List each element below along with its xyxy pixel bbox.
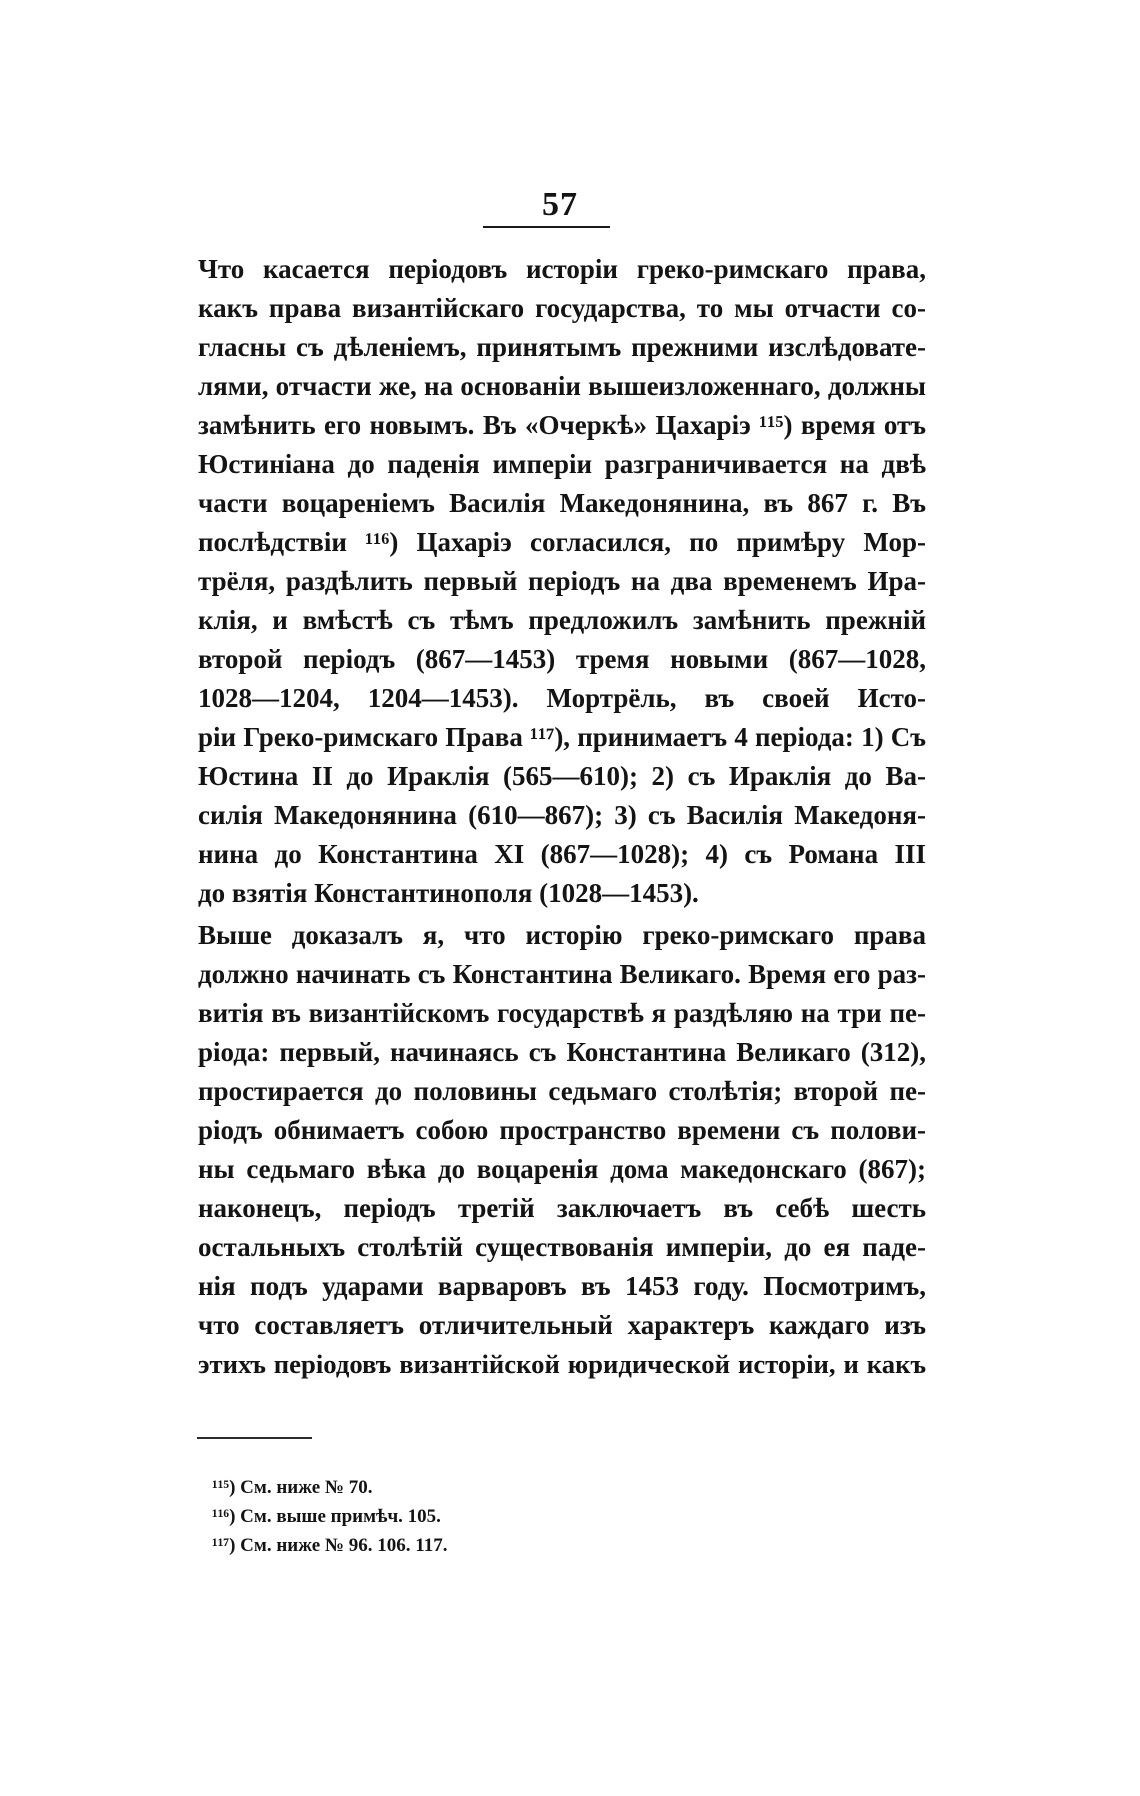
body-text [198, 250, 926, 1384]
text-line: витія въ византійскомъ государствѣ я раздѣляю на три пе- [198, 998, 926, 1028]
text-line: трёля, раздѣлить первый періодъ на два временемъ Ира- [198, 566, 926, 596]
text-line: что составляетъ отличительный характеръ каждаго изъ [198, 1310, 926, 1340]
text-line: послѣдствіи ¹¹⁶) Цахаріэ согласился, по примѣру Мор- [198, 527, 926, 557]
footnote: ¹¹⁶) См. выше примѣч. 105. [212, 1506, 441, 1527]
text-line: лями, отчасти же, на основаніи вышеизложеннаго, должны [198, 371, 926, 401]
header-rule [483, 226, 610, 228]
text-line: ны седьмаго вѣка до воцаренія дома македонскаго (867); [198, 1154, 926, 1184]
page-number: 57 [542, 186, 578, 223]
text-line: части воцареніемъ Василія Македонянина, въ 867 г. Въ [198, 488, 926, 518]
paragraph-2 [198, 916, 926, 1384]
text-line: второй періодъ (867—1453) тремя новыми (867—1028, [198, 644, 926, 674]
footnotes [212, 1473, 612, 1560]
footnote: ¹¹⁵) См. ниже № 70. [212, 1477, 373, 1498]
text-line: остальныхъ столѣтій существованія имперіи, до ея паде- [198, 1232, 926, 1262]
text-line: Что касается періодовъ исторіи греко-римскаго права, [198, 254, 926, 284]
text-line: ріода: первый, начинаясь съ Константина Великаго (312), [198, 1037, 926, 1067]
text-line: должно начинать съ Константина Великаго. Время его раз- [198, 959, 926, 989]
text-line: замѣнить его новымъ. Въ «Очеркѣ» Цахаріэ ¹¹⁵) время отъ [198, 410, 926, 440]
footnote-rule [197, 1437, 312, 1439]
text-line: ріи Греко-римскаго Права ¹¹⁷), принимаетъ 4 періода: 1) Съ [198, 722, 926, 752]
text-line: силія Македонянина (610—867); 3) съ Василія Македоня- [198, 800, 926, 830]
paragraph-1 [198, 250, 926, 913]
text-line: Юстина II до Ираклія (565—610); 2) съ Ираклія до Ва- [198, 761, 926, 791]
text-line: простирается до половины седьмаго столѣтія; второй пе- [198, 1076, 926, 1106]
footnote: ¹¹⁷) См. ниже № 96. 106. 117. [212, 1535, 448, 1556]
text-line: ріодъ обнимаетъ собою пространство времени съ полови- [198, 1115, 926, 1145]
text-line: 1028—1204, 1204—1453). Мортрёль, въ своей Исто- [198, 683, 926, 713]
text-line: наконецъ, періодъ третій заключаетъ въ себѣ шесть [198, 1193, 926, 1223]
text-line: до взятія Константинополя (1028—1453). [198, 878, 699, 908]
text-line: какъ права византійскаго государства, то мы отчасти со- [198, 293, 926, 323]
text-line: Выше доказалъ я, что исторію греко-римскаго права [198, 920, 926, 950]
text-line: Юстиніана до паденія имперіи разграничивается на двѣ [198, 449, 926, 479]
text-line: гласны съ дѣленіемъ, принятымъ прежними изслѣдовате- [198, 332, 926, 362]
text-line: этихъ періодовъ византійской юридической исторіи, и какъ [198, 1349, 926, 1379]
text-line: клія, и вмѣстѣ съ тѣмъ предложилъ замѣнить прежній [198, 605, 926, 635]
text-line: нія подъ ударами варваровъ въ 1453 году. Посмотримъ, [198, 1271, 926, 1301]
text-line: нина до Константина XI (867—1028); 4) съ Романа III [198, 839, 926, 869]
